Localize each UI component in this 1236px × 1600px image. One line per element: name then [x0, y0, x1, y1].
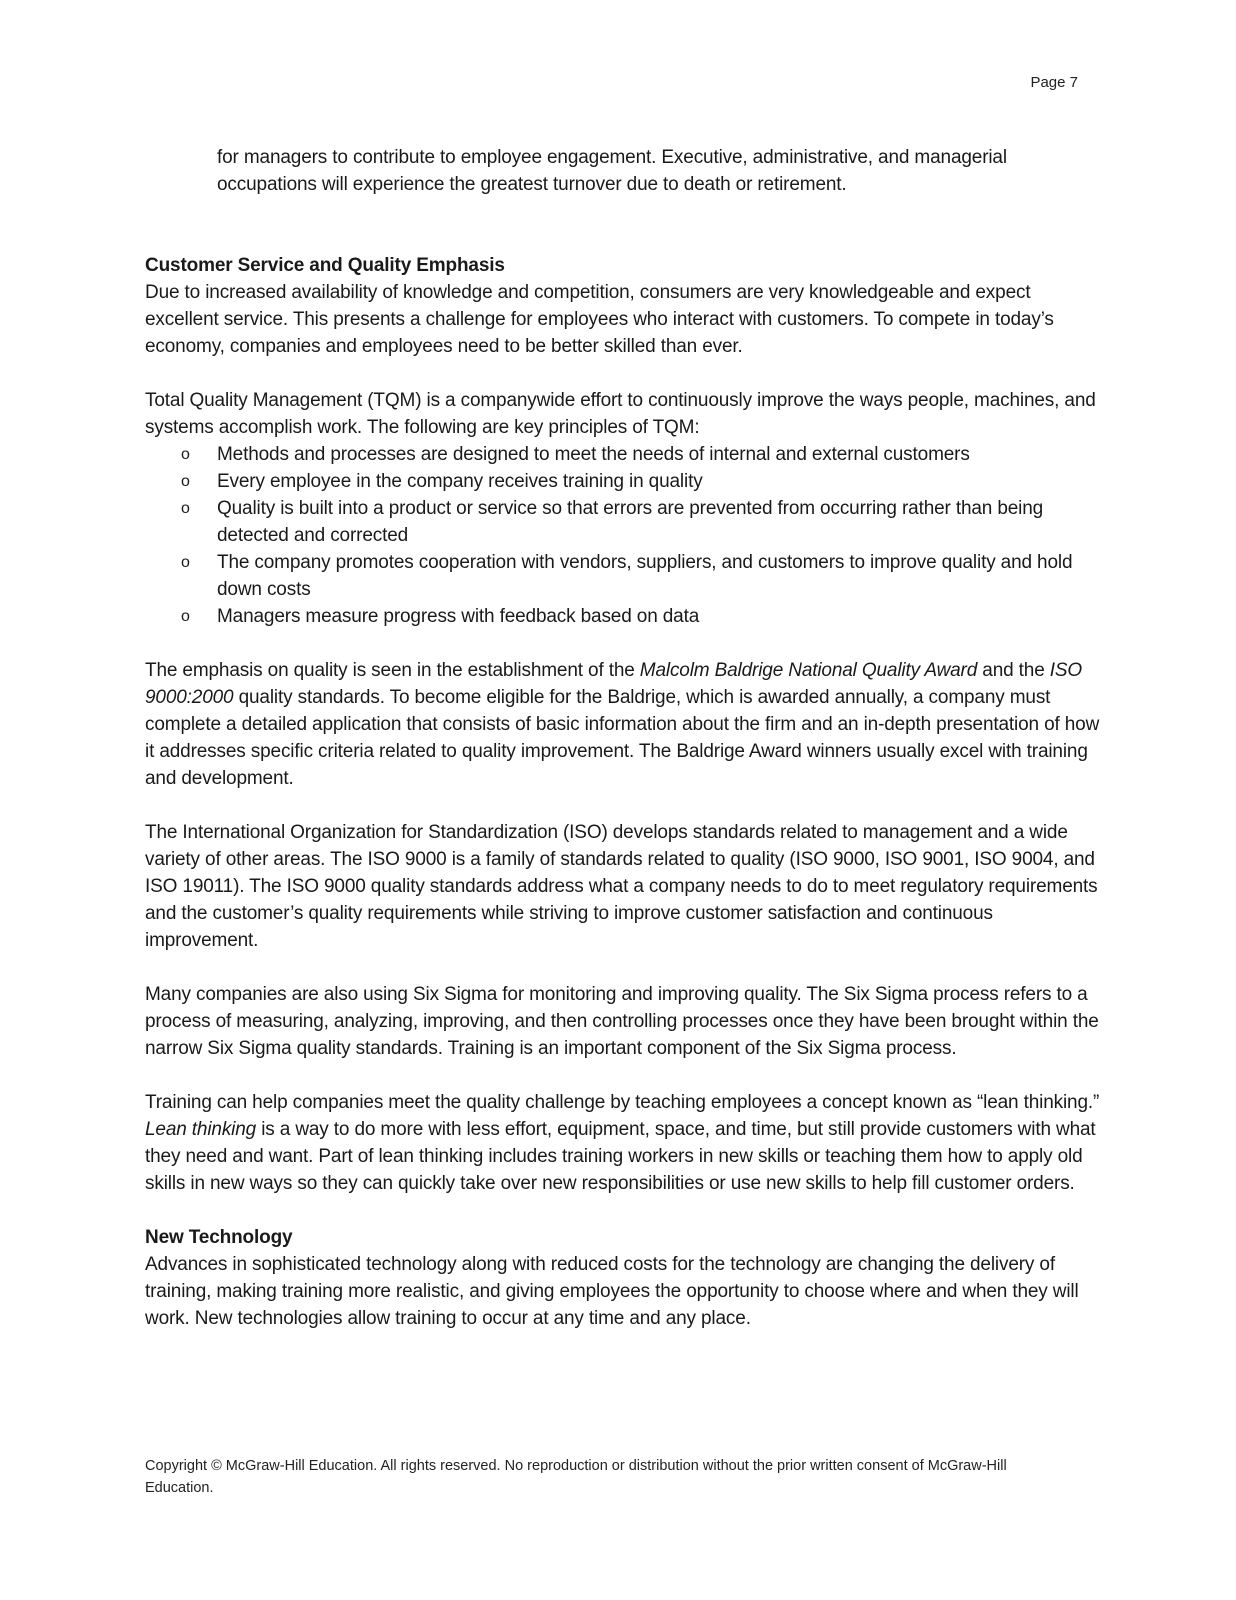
- lean-text-part: Training can help companies meet the quality challenge by teaching employees a concept known as “lean thinking.”: [145, 1092, 1100, 1113]
- paragraph-spacer: [145, 1197, 1100, 1224]
- list-item: [145, 495, 1100, 549]
- intro-continuation-paragraph: for managers to contribute to employee engagement. Executive, administrative, and managerial occupations will experience the greatest turnover due to death or retirement.: [217, 147, 1007, 195]
- new-technology-paragraph: Advances in sophisticated technology along with reduced costs for the technology are changing the delivery of training, making training more realistic, and giving employees the opportunity to choose where and when they will work. New technologies allow training to occur at any time and any place.: [145, 1254, 1079, 1329]
- bullet-icon: o: [181, 446, 190, 463]
- paragraph-spacer: [145, 954, 1100, 981]
- section-heading-new-technology: New Technology: [145, 1227, 293, 1248]
- tqm-intro-paragraph: Total Quality Management (TQM) is a companywide effort to continuously improve the ways people, machines, and systems accomplish work. The following are key principles of TQM:: [145, 390, 1096, 438]
- list-item-text: Methods and processes are designed to meet the needs of internal and external customers: [217, 444, 970, 465]
- list-item-text: Every employee in the company receives training in quality: [217, 471, 703, 492]
- list-item: [145, 603, 1100, 630]
- six-sigma-paragraph: Many companies are also using Six Sigma for monitoring and improving quality. The Six Sigma process refers to a process of measuring, analyzing, improving, and then controlling processes once they have been brought within the narrow Six Sigma quality standards. Training is an important component of the Six Sigma process.: [145, 984, 1099, 1059]
- list-item: [145, 468, 1100, 495]
- paragraph-spacer: [145, 1062, 1100, 1089]
- lean-text-part: is a way to do more with less effort, equipment, space, and time, but still provide customers with what they need and want. Part of lean thinking includes training workers in new skills or teaching them how to apply old skills in new ways so they can quickly take over new responsibilities or use new skills to help fill customer orders.: [145, 1119, 1096, 1194]
- lean-thinking-paragraph: [145, 1089, 1100, 1197]
- paragraph-spacer: [145, 360, 1100, 387]
- list-item-text: Managers measure progress with feedback based on data: [217, 606, 700, 627]
- baldrige-award-name: Malcolm Baldrige National Quality Award: [639, 660, 978, 681]
- page-number: Page 7: [1030, 74, 1078, 91]
- lean-thinking-term: Lean thinking: [145, 1119, 257, 1140]
- baldrige-paragraph: [145, 657, 1100, 792]
- list-item-text: Quality is built into a product or service so that errors are prevented from occurring rather than being detected and corrected: [217, 498, 1044, 546]
- iso-paragraph: The International Organization for Standardization (ISO) develops standards related to management and a wide variety of other areas. The ISO 9000 is a family of standards related to quality (ISO 9000, ISO 9001, ISO 9004, and ISO 19011). The ISO 9000 quality standards address what a company needs to do to meet regulatory requirements and the customer’s quality requirements while striving to improve customer satisfaction and continuous improvement.: [145, 822, 1098, 951]
- paragraph-spacer: [145, 792, 1100, 819]
- customer-service-paragraph: Due to increased availability of knowledge and competition, consumers are very knowledgeable and expect excellent service. This presents a challenge for employees who interact with customers. To compete in today’s economy, companies and employees need to be better skilled than ever.: [145, 282, 1054, 357]
- bullet-icon: o: [181, 473, 190, 490]
- bullet-icon: o: [181, 500, 190, 517]
- copyright-footer: Copyright © McGraw-Hill Education. All rights reserved. No reproduction or distribution without the prior written consent of McGraw-Hill Education.: [145, 1458, 1007, 1496]
- baldrige-text-part: The emphasis on quality is seen in the establishment of the: [145, 660, 640, 681]
- document-body: [145, 144, 1100, 1332]
- baldrige-text-part: and the: [977, 660, 1050, 681]
- list-item: [145, 549, 1100, 603]
- list-item: [145, 441, 1100, 468]
- list-item-text: The company promotes cooperation with vendors, suppliers, and customers to improve quality and hold down costs: [217, 552, 1073, 600]
- baldrige-text-part: quality standards. To become eligible for the Baldrige, which is awarded annually, a company must complete a detailed application that consists of basic information about the firm and an in-depth presentation of how it addresses specific criteria related to quality improvement. The Baldrige Award winners usually excel with training and development.: [145, 687, 1100, 789]
- iso-standard-name: ISO 9000:2000: [145, 660, 1083, 708]
- bullet-icon: o: [181, 554, 190, 571]
- section-spacer: [145, 198, 1100, 252]
- bullet-icon: o: [181, 608, 190, 625]
- section-heading-customer-service: Customer Service and Quality Emphasis: [145, 255, 505, 276]
- paragraph-spacer: [145, 630, 1100, 657]
- tqm-principles-list: [145, 441, 1100, 630]
